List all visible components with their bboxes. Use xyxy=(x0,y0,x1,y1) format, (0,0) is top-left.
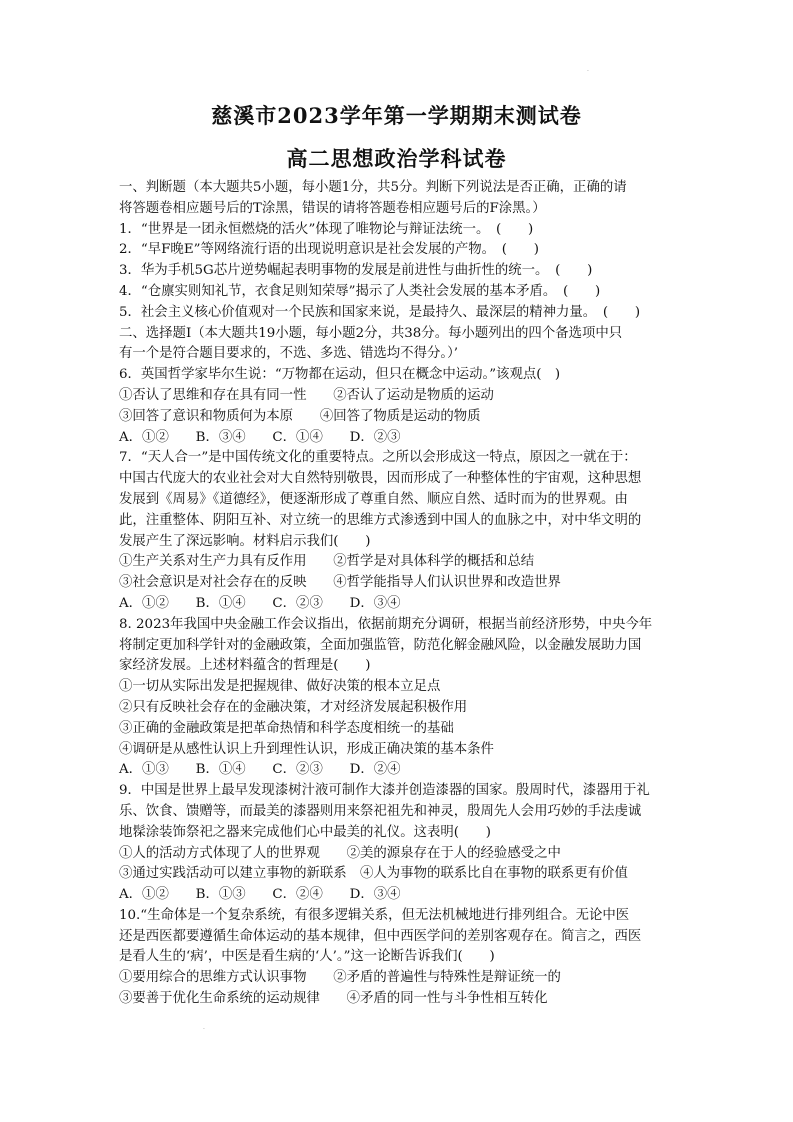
exam-body xyxy=(119,178,679,1010)
text-line: 7．“天人合一”是中国传统文化的重要特点。之所以会形成这一特点，原因之一就在于： xyxy=(119,450,637,466)
text-line: A．①② B．①③ C．②④ D．③④ xyxy=(119,887,401,903)
text-line: 2．“早F晚E”等网络流行语的出现说明意识是社会发展的产物。 ( ) xyxy=(119,242,539,258)
text-line: ③社会意识是对社会存在的反映 ④哲学能指导人们认识世界和改造世界 xyxy=(119,575,561,591)
text-line: 中国古代庞大的农业社会对大自然特别敬畏，因而形成了一种整体性的宇宙观，这种思想 xyxy=(119,471,642,487)
text-line: 发展产生了深远影响。材料启示我们( ) xyxy=(119,533,371,549)
text-line: 8. 2023年我国中央金融工作会议指出，依据前期充分调研，根据当前经济形势，中央今年 xyxy=(119,616,653,632)
text-line: 一、判断题（本大题共5小题，每小题1分，共5分。判断下列说法是否正确，正确的请 xyxy=(119,180,627,195)
exam-subtitle: 高二思想政治学科试卷 xyxy=(286,146,507,171)
text-line: ①要用综合的思维方式认识事物 ②矛盾的普遍性与特殊性是辩证统一的 xyxy=(119,970,561,986)
text-line: 发展到《周易》《道德经》，便逐渐形成了尊重自然、顺应自然、适时而为的世界观。由 xyxy=(119,491,628,507)
text-line: 乐、饮食、馈赠等，而最美的漆器则用来祭祀祖先和神灵，殷周先人会用巧妙的手法虔诚 xyxy=(119,803,642,819)
scan-speck: . xyxy=(203,1024,205,1031)
text-line: 还是西医都要遵循生命体运动的基本规律，但中西医学问的差别客观存在。简言之，西医 xyxy=(119,928,642,944)
exam-title: 慈溪市2023学年第一学期期末测试卷 xyxy=(211,103,582,128)
scan-speck: . xyxy=(587,66,589,73)
text-line: ③回答了意识和物质何为本原 ④回答了物质是运动的物质 xyxy=(119,408,481,424)
text-line: 9．中国是世界上最早发现漆树汁液可制作大漆并创造漆器的国家。殷周时代，漆器用于礼 xyxy=(119,783,650,799)
text-line: 4．“仓廪实则知礼节，衣食足则知荣辱”揭示了人类社会发展的基本矛盾。 ( ) xyxy=(119,283,601,299)
text-line: 二、选择题Ⅰ（本大题共19小题，每小题2分，共38分。每小题列出的四个备选项中只 xyxy=(119,325,623,341)
text-line: 是看人生的‘病’，中医是看生病的‘人’。”这一论断告诉我们( ) xyxy=(119,949,495,965)
text-line: A．①② B．③④ C．①④ D．②③ xyxy=(119,429,401,445)
text-line: 将制定更加科学针对的金融政策，全面加强监管，防范化解金融风险，以金融发展助力国 xyxy=(119,637,642,653)
text-line: 此，注重整体、阴阳互补、对立统一的思维方式渗透到中国人的血脉之中，对中华文明的 xyxy=(119,512,642,528)
text-line: ②只有反映社会存在的金融决策，才对经济发展起积极作用 xyxy=(119,699,468,715)
text-line: 1．“世界是一团永恒燃烧的活火”体现了唯物论与辩证法统一。 ( ) xyxy=(119,221,534,237)
text-line: ①生产关系对生产力具有反作用 ②哲学是对具体科学的概括和总结 xyxy=(119,554,535,570)
text-line: ③通过实践活动可以建立事物的新联系 ④人为事物的联系比自在事物的联系更有价值 xyxy=(119,866,628,882)
text-line: 将答题卷相应题号后的T涂黑，错误的请将答题卷相应题号后的F涂黑。） xyxy=(119,200,546,216)
text-line: 5．社会主义核心价值观对一个民族和国家来说，是最持久、最深层的精神力量。 ( ) xyxy=(119,304,641,320)
text-line: 10.“生命体是一个复杂系统，有很多逻辑关系，但无法机械地进行排列组合。无论中医 xyxy=(119,907,630,923)
text-line: 家经济发展。上述材料蕴含的哲理是( ) xyxy=(119,658,371,674)
text-line: ①一切从实际出发是把握规律、做好决策的根本立足点 xyxy=(119,679,441,695)
text-line: ①人的活动方式体现了人的世界观 ②美的源泉存在于人的经验感受之中 xyxy=(119,845,561,861)
text-line: 有一个是符合题目要求的，不选、多选、错选均不得分。）’ xyxy=(119,346,459,362)
text-line: ③要善于优化生命系统的运动规律 ④矛盾的同一性与斗争性相互转化 xyxy=(119,991,548,1007)
text-line: ③正确的金融政策是把革命热情和科学态度相统一的基础 xyxy=(119,720,454,736)
text-line: 6．英国哲学家毕尔生说：“万物都在运动，但只在概念中运动。”该观点( ) xyxy=(119,367,561,383)
text-line: A．①③ B．①④ C．②③ D．②④ xyxy=(119,762,401,778)
text-line: ①否认了思维和存在具有同一性 ②否认了运动是物质的运动 xyxy=(119,387,494,403)
text-line: A．①② B．①④ C．②③ D．③④ xyxy=(119,595,401,611)
text-line: ④调研是从感性认识上升到理性认识，形成正确决策的基本条件 xyxy=(119,741,494,757)
text-line: 3．华为手机5G芯片逆势崛起表明事物的发展是前进性与曲折性的统一。 ( ) xyxy=(119,263,593,279)
text-line: 地髹涂装饰祭祀之器来完成他们心中最美的礼仪。这表明( ) xyxy=(119,824,491,840)
